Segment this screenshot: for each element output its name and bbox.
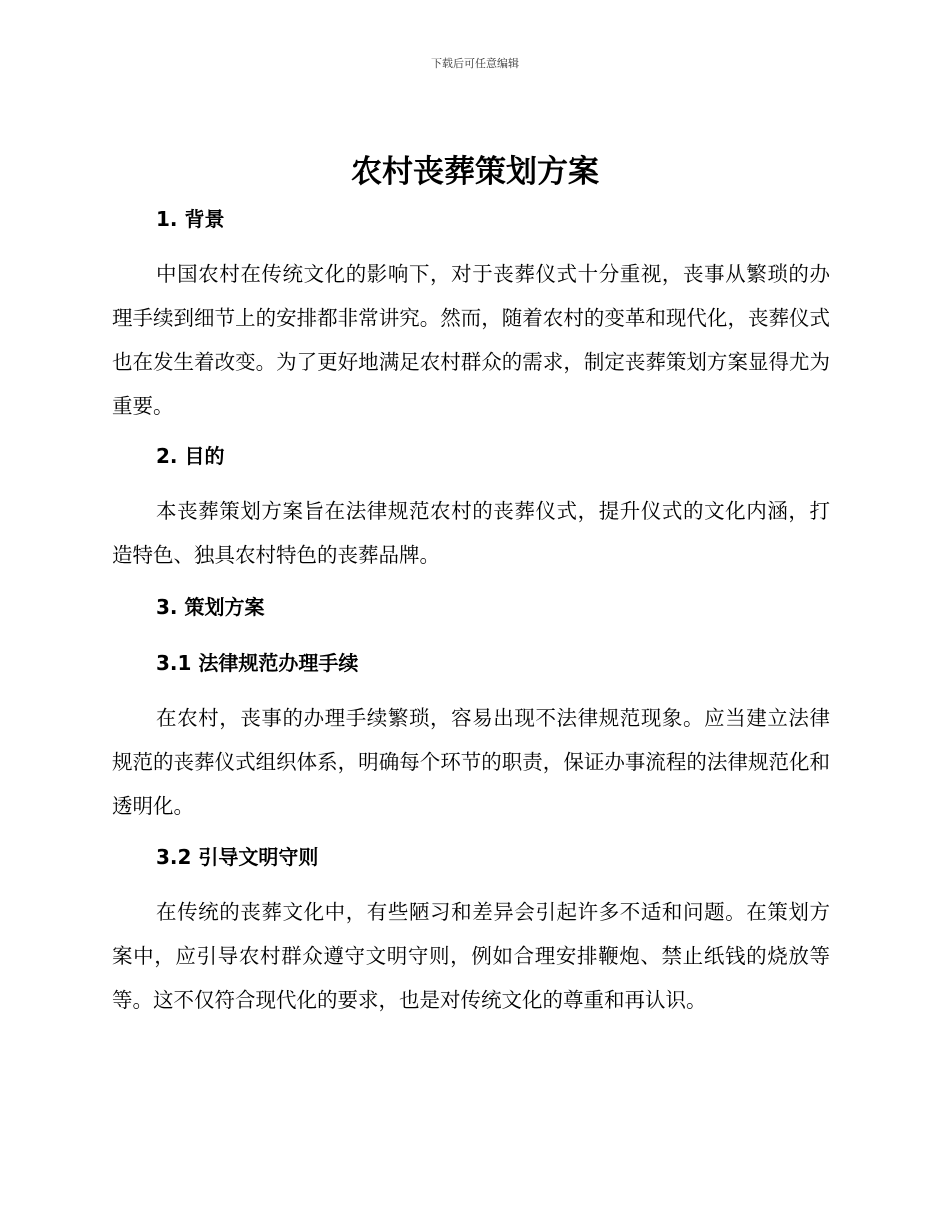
section-paragraph-purpose: 本丧葬策划方案旨在法律规范农村的丧葬仪式，提升仪式的文化内涵，打造特色、独具农村特色的丧葬品牌。	[112, 499, 830, 567]
section-heading-civility-rules: 3.2 引导文明守则	[156, 845, 319, 869]
document-title: 农村丧葬策划方案	[351, 154, 599, 190]
section-paragraph-legal-procedures: 在农村，丧事的办理手续繁琐，容易出现不法律规范现象。应当建立法律规范的丧葬仪式组织体系，明确每个环节的职责，保证办事流程的法律规范化和透明化。	[112, 706, 830, 818]
section-paragraph-civility-rules: 在传统的丧葬文化中，有些陋习和差异会引起许多不适和问题。在策划方案中，应引导农村群众遵守文明守则，例如合理安排鞭炮、禁止纸钱的烧放等等。这不仅符合现代化的要求，也是对传统文化的尊重和再认识。	[112, 900, 830, 1012]
page-header-note: 下载后可任意编辑	[431, 57, 519, 70]
section-heading-background: 1. 背景	[156, 207, 225, 231]
section-heading-legal-procedures: 3.1 法律规范办理手续	[156, 651, 359, 675]
section-heading-plan: 3. 策划方案	[156, 595, 265, 619]
section-heading-purpose: 2. 目的	[156, 444, 225, 468]
section-paragraph-background: 中国农村在传统文化的影响下，对于丧葬仪式十分重视，丧事从繁琐的办理手续到细节上的安排都非常讲究。然而，随着农村的变革和现代化，丧葬仪式也在发生着改变。为了更好地满足农村群众的需求，制定丧葬策划方案显得尤为重要。	[112, 262, 830, 418]
